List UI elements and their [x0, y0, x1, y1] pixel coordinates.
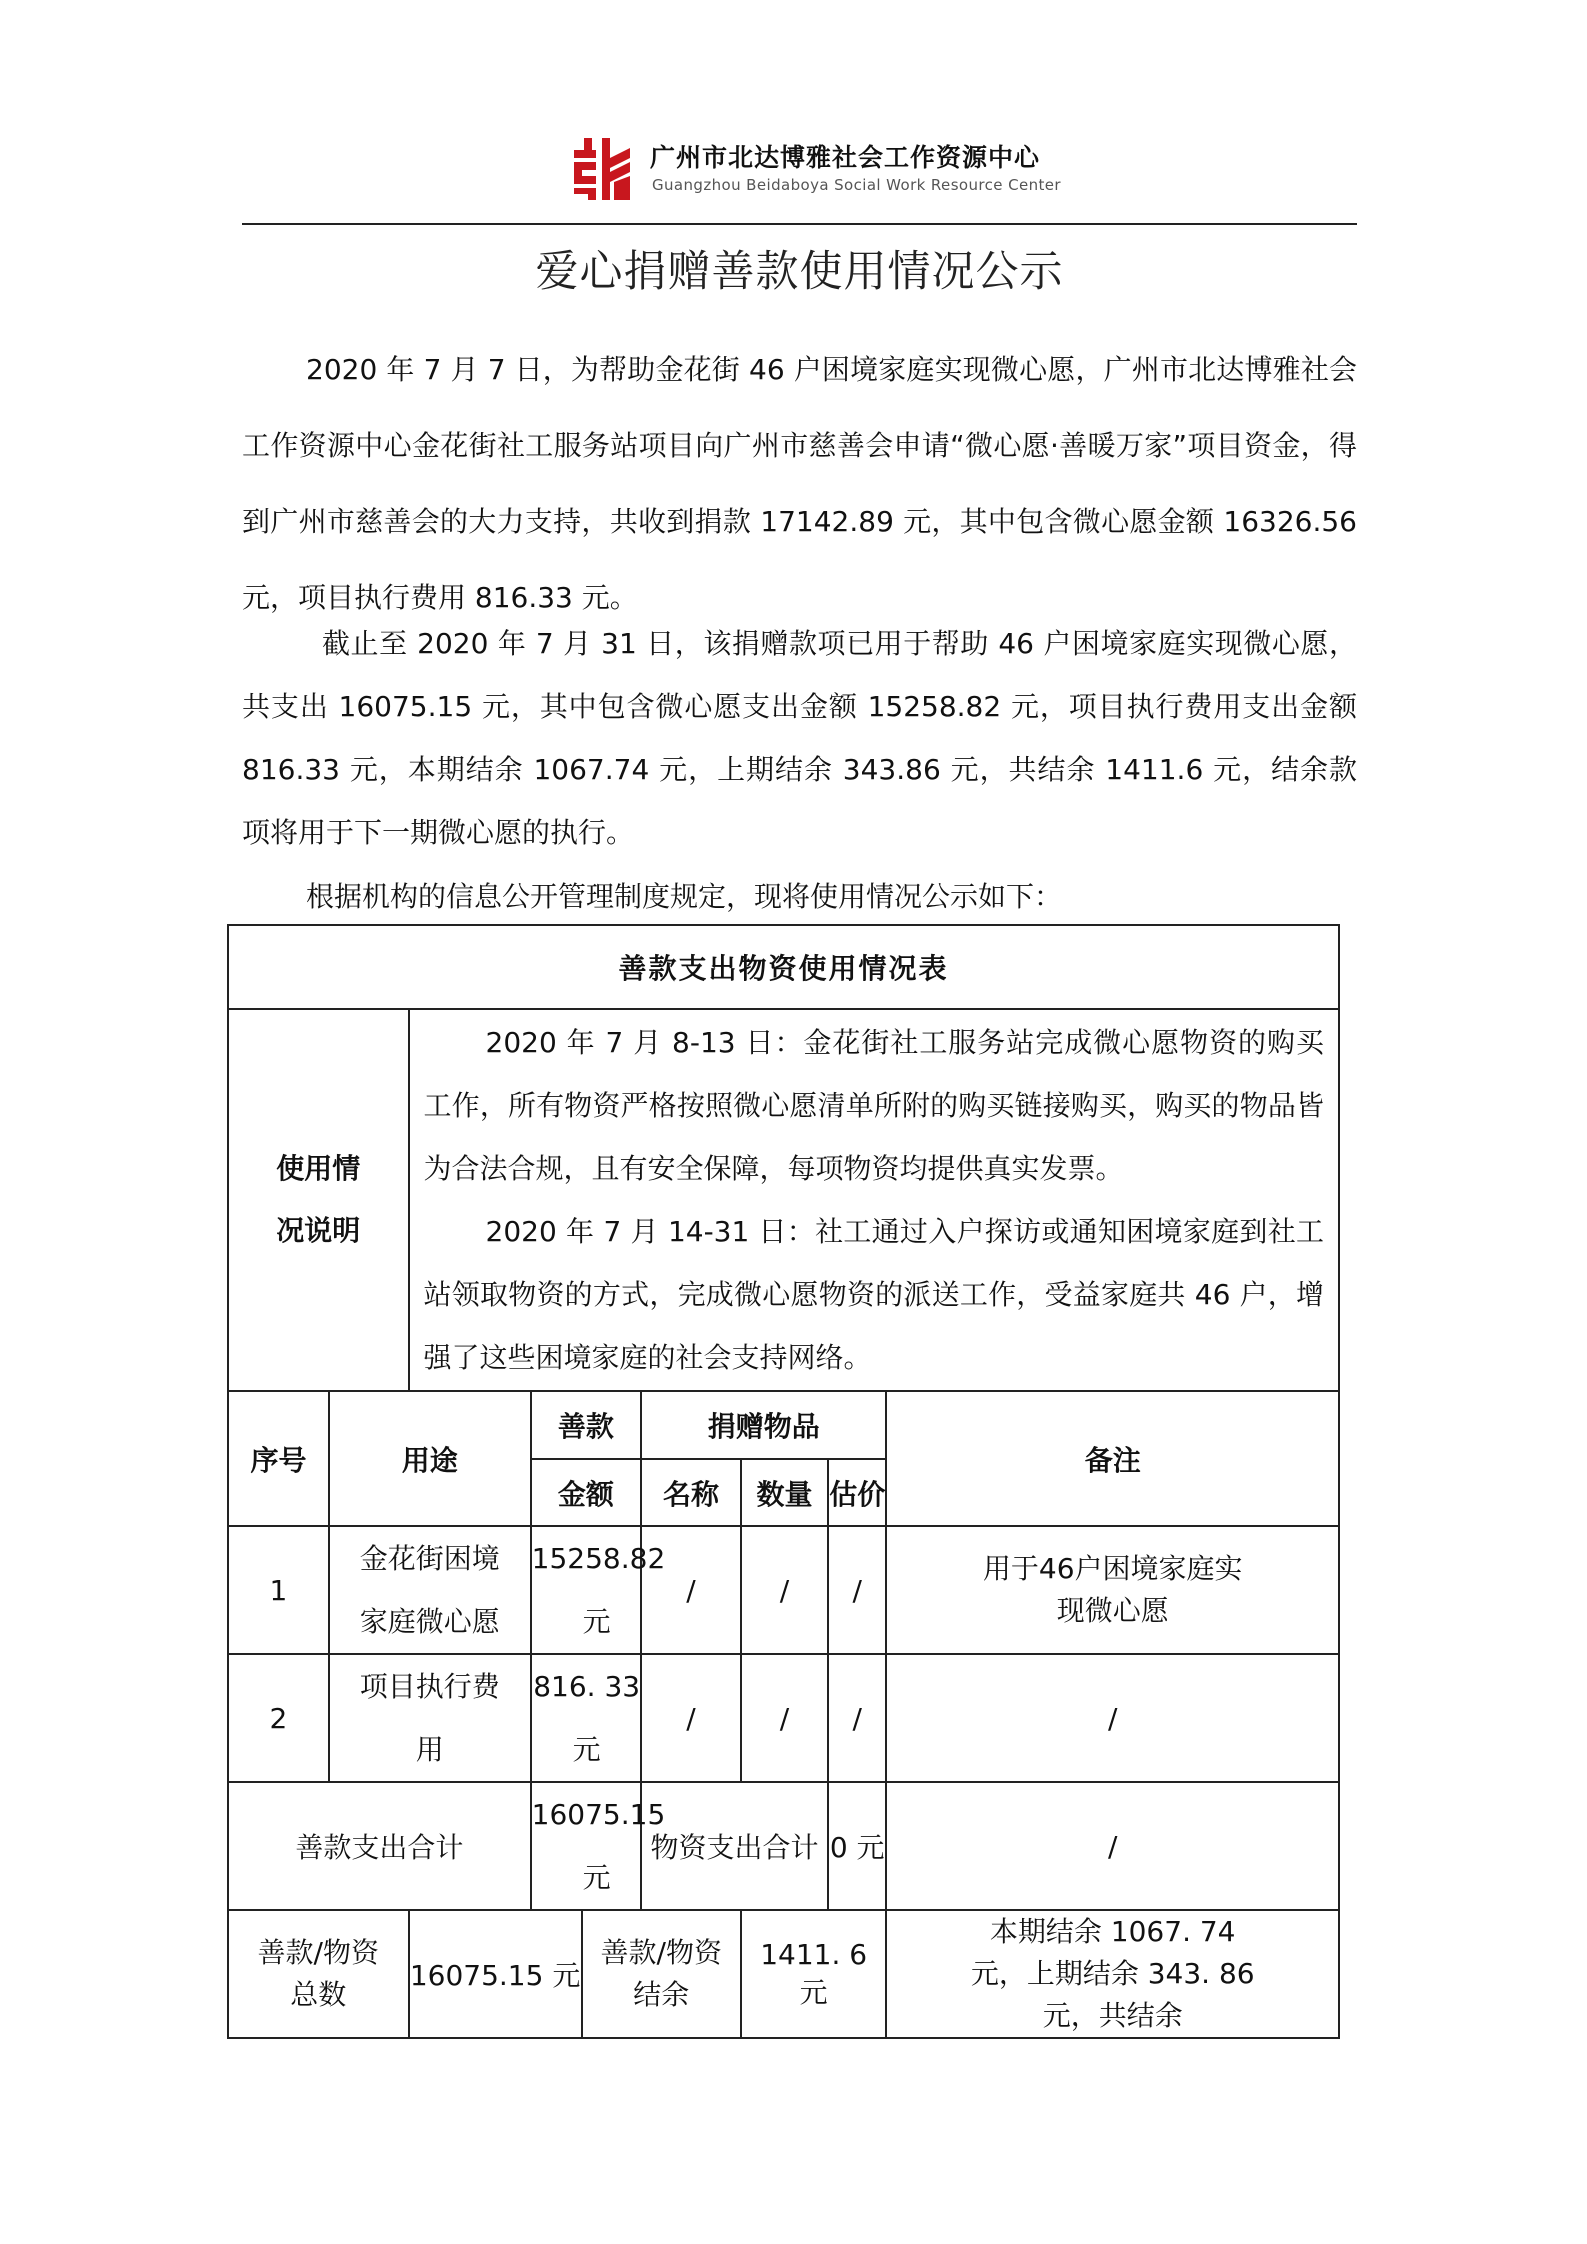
row-item-name: / [641, 1654, 741, 1782]
row-purpose [329, 1654, 531, 1782]
balance-label-text: 善款/物资结余 [600, 1936, 722, 2011]
balance-label [582, 1910, 741, 2038]
row-amount-text: 15258.82 元 [531, 1542, 666, 1638]
row-index: 2 [228, 1654, 329, 1782]
usage-description [409, 1009, 1339, 1391]
usage-paragraph: 2020 年 7 月 8-13 日：金花街社工服务站完成微心愿物资的购买工作，所有物资严格按照微心愿清单所附的购买链接购买，购买的物品皆为合法合规，且有安全保障，每项物资均提供真实发票。 [423, 1026, 1324, 1185]
header-donated-items: 捐赠物品 [641, 1391, 886, 1459]
organization-name-english: Guangzhou Beidaboya Social Work Resource Center [652, 176, 1061, 194]
total-label-text: 善款/物资总数 [257, 1936, 379, 2011]
usage-paragraph: 2020 年 7 月 14-31 日：社工通过入户探访或通知困境家庭到社工站领取物资的方式，完成微心愿物资的派送工作，受益家庭共 46 户，增强了这些困境家庭的社会支持网络。 [423, 1215, 1324, 1374]
total-remark-text: 本期结余 1067. 74 元，上期结余 343. 86 元，共结余 [970, 1915, 1255, 2032]
subtotal-remark: / [886, 1782, 1339, 1910]
total-remark [886, 1910, 1339, 2038]
document-title: 爱心捐赠善款使用情况公示 [535, 247, 1064, 297]
subtotal-amount [531, 1782, 666, 1910]
subtotal-row [228, 1782, 1339, 1910]
header-item-quantity: 数量 [741, 1459, 828, 1526]
usage-label-text: 使用情况说明 [276, 1152, 361, 1247]
row-amount-text: 816. 33 元 [533, 1670, 641, 1766]
row-index: 1 [228, 1526, 329, 1654]
header-item-name: 名称 [641, 1459, 741, 1526]
row-amount [531, 1526, 666, 1654]
row-purpose-text: 金花街困境家庭微心愿 [359, 1542, 500, 1638]
row-purpose-text: 项目执行费用 [359, 1670, 500, 1766]
header-remark: 备注 [886, 1391, 1339, 1526]
header-index: 序号 [228, 1391, 329, 1526]
row-remark-text: 用于46户困境家庭实现微心愿 [982, 1552, 1243, 1627]
organization-logo [570, 136, 634, 202]
subtotal-items-value: 0 元 [828, 1782, 886, 1910]
row-item-estimate: / [828, 1526, 886, 1654]
table-title: 善款支出物资使用情况表 [228, 925, 1339, 1009]
row-amount [531, 1654, 641, 1782]
header-item-estimate: 估价 [828, 1459, 886, 1526]
organization-name: 广州市北达博雅社会工作资源中心 [650, 143, 1041, 172]
header-purpose: 用途 [329, 1391, 531, 1526]
subtotal-amount-text: 16075.15 元 [531, 1798, 666, 1894]
row-item-name: / [641, 1526, 741, 1654]
balance-value: 1411. 6 元 [741, 1910, 886, 2038]
subtotal-items-label: 物资支出合计 [641, 1782, 828, 1910]
row-item-estimate: / [828, 1654, 886, 1782]
table-row [228, 1654, 1339, 1782]
header-fund: 善款 [531, 1391, 641, 1459]
table-row [228, 1526, 1339, 1654]
row-item-quantity: / [741, 1526, 828, 1654]
total-row [228, 1910, 1339, 2038]
total-value: 16075.15 元 [409, 1910, 582, 2038]
expenditure-table [227, 924, 1340, 2039]
header-fund-amount: 金额 [531, 1459, 641, 1526]
paragraph-intro-table: 根据机构的信息公开管理制度规定，现将使用情况公示如下： [306, 880, 1063, 913]
row-item-quantity: / [741, 1654, 828, 1782]
row-remark: / [886, 1654, 1339, 1782]
usage-label [228, 1009, 409, 1391]
total-label [228, 1910, 409, 2038]
subtotal-label: 善款支出合计 [228, 1782, 531, 1910]
paragraph-funding: 2020 年 7 月 7 日，为帮助金花街 46 户困境家庭实现微心愿，广州市北达博雅社会工作资源中心金花街社工服务站项目向广州市慈善会申请“微心愿·善暖万家”项目资金，得到广州市慈善会的大力支持，共收到捐款 17142.89 元，其中包含微心愿金额 16326.56 元，项目执行费用 816.33 元。 [242, 353, 1357, 614]
paragraph-expenditure: 截止至 2020 年 7 月 31 日，该捐赠款项已用于帮助 46 户困境家庭实现微心愿，共支出 16075.15 元，其中包含微心愿支出金额 15258.82 元，项目执行费用支出金额 816.33 元，本期结余 1067.74 元，上期结余 343.86 元，共结余 1411.6 元，结余款项将用于下一期微心愿的执行。 [242, 627, 1357, 849]
row-purpose [329, 1526, 531, 1654]
row-remark [886, 1526, 1339, 1654]
header-divider [242, 223, 1357, 225]
